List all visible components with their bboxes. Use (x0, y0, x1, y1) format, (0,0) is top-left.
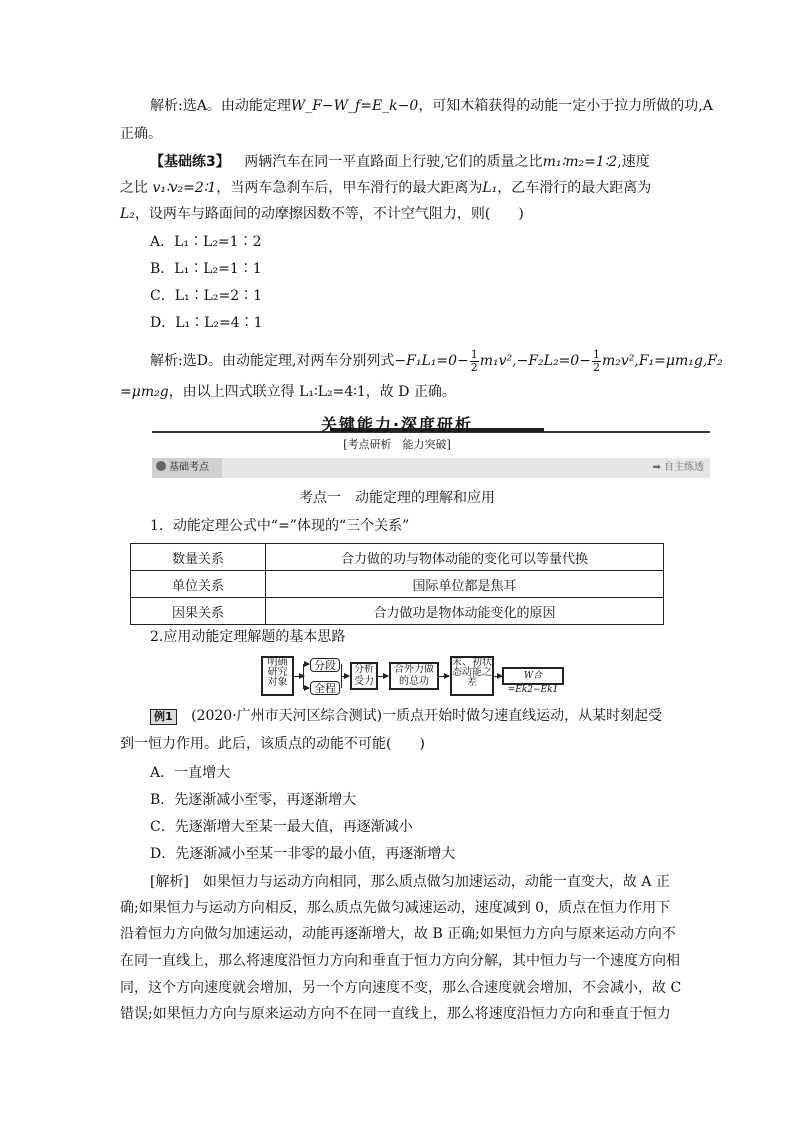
option-d: D．L₁∶L₂=4∶1 (150, 315, 263, 331)
analysis-line (120, 382, 456, 402)
analysis-line: [解析] 如果恒力与运动方向相同，那么质点做匀加速运动，动能一直变大，故 A 正 (150, 874, 670, 890)
topic-title: 考点一 动能定理的理解和应用 (299, 490, 495, 506)
equation: −F₁L₁=0− (394, 353, 469, 369)
option-a: A．一直增大 (150, 765, 231, 781)
exercise-line (120, 178, 651, 198)
flow-arrow (439, 676, 449, 677)
analysis-line: 正确。 (120, 126, 162, 142)
text: ,速度 (617, 154, 650, 170)
text: ，当两车急刹车后，甲车滑行的最大距离为 (216, 180, 483, 196)
text: 基础考点 (169, 462, 209, 473)
circle-icon (156, 461, 166, 471)
flow-arrow (303, 688, 309, 689)
symbol: L₂ (120, 206, 135, 222)
table-cell: 因果关系 (131, 598, 266, 625)
flow-box-ke-difference: 末、初状态动能之差 (450, 656, 494, 696)
equation: m₁v² (479, 353, 513, 369)
table-cell: 合力做的功与物体动能的变化可以等量代换 (266, 544, 664, 571)
section-subtitle: [考点研析 能力突破] (343, 438, 451, 451)
mass-ratio: m₁∶m₂=1∶2 (542, 154, 618, 170)
numerator: 1 (470, 347, 478, 361)
topic-bar-label (152, 458, 222, 478)
text: 两辆汽车在同一平直路面上行驶,它们的质量之比 (244, 154, 543, 170)
option-b: B．L₁∶L₂=1∶1 (150, 261, 262, 277)
table-cell: 单位关系 (131, 571, 266, 598)
text: ，可知木箱获得的动能一定小于拉力所做的功,A (418, 98, 713, 114)
symbol: L₁ (482, 180, 498, 196)
text: ，设两车与路面间的动摩擦因数不等，不计空气阻力，则( ) (134, 206, 524, 222)
topic-item-2: 2.应用动能定理解题的基本思路 (150, 629, 346, 645)
option-a: A．L₁∶L₂=1∶2 (150, 234, 262, 250)
topic-item-1: 1．动能定理公式中“=”体现的“三个关系” (150, 518, 410, 534)
text: 解析:选A。由动能定理 (150, 98, 291, 114)
equation: ,−F₂L₂=0− (512, 353, 591, 369)
flow-arrow (494, 676, 502, 677)
flow-box-whole: 全程 (310, 681, 340, 695)
text: 解析:选D。由动能定理,对两车分别列式 (150, 353, 395, 369)
text: ，由以上四式联立得 L₁∶L₂=4∶1，故 D 正确。 (168, 384, 456, 400)
table-row (131, 598, 664, 625)
exercise-tag: 【基础练3】 (150, 154, 230, 170)
flow-box-research-object: 明确研究对象 (261, 656, 294, 696)
example-line (150, 706, 662, 726)
flow-arrow (341, 676, 349, 677)
velocity-ratio: v₁∶v₂=2∶1 (152, 180, 217, 196)
equation: ,F₁=μm₁g,F₂ (634, 353, 723, 369)
table-cell: 合力做功是物体动能变化的原因 (266, 598, 664, 625)
table-cell: 国际单位都是焦耳 (266, 571, 664, 598)
numerator: 1 (592, 347, 600, 361)
equation: =μm₂g (120, 384, 169, 400)
analysis-line: 错误;如果恒力方向与原来运动方向不在同一直线上，那么将速度沿恒力方向和垂直于恒力 (120, 1006, 671, 1022)
table-cell: 数量关系 (131, 544, 266, 571)
example-line: 到一恒力作用。此后，该质点的动能不可能( ) (120, 736, 425, 752)
analysis-line: 沿着恒力方向做匀加速运动，动能再逐渐增大，故 B 正确;如果恒力方向与原来运动方向不 (120, 926, 676, 942)
analysis-line (150, 96, 713, 116)
formula-work-energy: W_F−W_f=E_k−0 (290, 98, 419, 114)
text: 之比 (120, 180, 148, 196)
flow-box-force-analysis: 分析受力 (350, 662, 378, 690)
option-c: C．先逐渐增大至某一最大值，再逐渐减小 (150, 819, 413, 835)
fraction-half (470, 349, 479, 374)
option-d: D．先逐渐减小至某一非零的最小值，再逐渐增大 (150, 846, 456, 862)
option-c: C．L₁∶L₂=2∶1 (150, 288, 263, 304)
analysis-line (150, 348, 723, 374)
self-practice-link: ➡ 自主练透 (652, 462, 704, 473)
table-row (131, 544, 664, 571)
topic-bar (152, 458, 710, 478)
denominator: 2 (592, 360, 600, 374)
exercise-line (150, 152, 650, 172)
exercise-line (120, 204, 524, 224)
option-b: B．先逐渐减小至零，再逐渐增大 (150, 792, 357, 808)
flow-arrow (378, 676, 388, 677)
fraction-half (592, 349, 601, 374)
denominator: 2 (470, 360, 478, 374)
section-title: 关键能力·深度研析 (320, 415, 474, 434)
equation: m₂v² (601, 353, 635, 369)
table-row (131, 571, 664, 598)
relations-table (130, 543, 664, 625)
analysis-line: 在同一直线上，那么将速度沿恒力方向和垂直于恒力方向分解，其中恒力与一个速度方向相 (120, 953, 680, 969)
analysis-line: 确;如果恒力与运动方向相反，那么质点先做匀减速运动，速度减到 0，质点在恒力作用下 (120, 900, 671, 916)
flow-box-total-work: 合外力做的总功 (389, 662, 439, 690)
flow-box-segment: 分段 (310, 658, 340, 672)
flow-box-formula: W合=Ek2−Ek1 (502, 667, 564, 685)
flow-arrow (303, 664, 309, 665)
example-tag: 例1 (150, 709, 177, 725)
text: (2020·广州市天河区综合测试)一质点开始时做匀速直线运动，从某时刻起受 (191, 708, 663, 724)
text: ，乙车滑行的最大距离为 (497, 180, 652, 196)
analysis-line: 同，这个方向速度就会增加，另一个方向速度不变，那么合速度就会增加，不会减小，故 C (120, 980, 682, 996)
